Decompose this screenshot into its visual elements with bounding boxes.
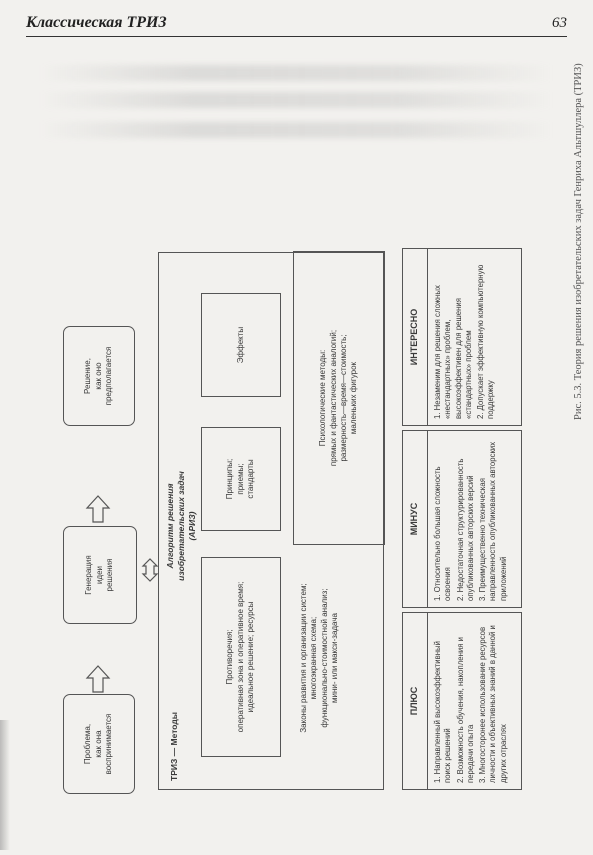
list-item: 3. Преимущественно техническая направленность опубликованных авторских приложений [478,441,508,601]
flow-arrow [87,666,109,692]
page-number: 63 [552,15,567,31]
methods-title: ТРИЗ — Методы [169,711,179,781]
list-item: 1. Относительно большая сложность освоения [433,466,453,601]
generation-box: Генерация идеи решения [63,526,137,624]
effects-box: Эффекты [201,293,281,397]
bleed-through-mark [40,65,553,81]
list-item: 2. Возможность обучения, накопления и передачи опыта [455,637,475,783]
psych-methods-box: Психологические методы: прямых и фантастических аналогий; размерность—время—стоимость; маленьких фигурок [293,251,385,545]
triz-figure [55,220,555,800]
double-arrow [143,559,157,581]
figure-caption: Рис. 5.3. Теория решения изобретательских задач Генриха Альтшуллера (ТРИЗ) [573,63,584,420]
running-header [26,8,567,37]
minus-title: МИНУС [403,431,428,607]
interesting-list [433,255,499,419]
list-item: 2. Недостаточная структурированность опубликованных авторских версий [455,458,475,601]
flow-arrow [87,496,109,522]
triz-methods-group [158,252,384,790]
header-title: Классическая ТРИЗ [26,14,167,31]
interesting-column [402,248,522,426]
contradictions-box: Противоречия; оперативная зона и оперативное время; идеальное решение; ресурсы [201,557,281,757]
list-item: 1. Направленный высокоэффективный поиск решений [433,641,453,783]
list-item: 1. Незаменим для решения сложных «нестандартных» проблем, высокоэффективен для решения «стандартных» проблем [433,285,473,419]
minus-column [402,430,522,608]
laws-text: Законы развития и организации систем; многоэкранная схема; функционально-стоимостной анализ; мини- или макси-задача [299,583,340,733]
solution-box: Решение, как оно предполагается [63,326,135,426]
list-item: 2. Допускает эффективную компьютерную поддержку [476,264,496,419]
plus-column [402,612,522,790]
bleed-through-mark [40,92,553,108]
plus-title: ПЛЮС [403,613,428,789]
interesting-title: ИНТЕРЕСНО [403,249,428,425]
minus-list [433,437,511,601]
bleed-through-mark [40,122,553,138]
ariz-label: Алгоритм решения изобретательских задач (АРИЗ) [165,471,198,581]
list-item: 3. Многосторонее использование ресурсов личности и объективных знаний в данной и других отраслях [478,625,508,783]
binding-shadow [0,720,10,850]
problem-box: Проблема, как она воспринимается [63,694,135,794]
plus-list [433,619,511,783]
principles-box: Принципы; приемы; стандарты [201,427,281,531]
